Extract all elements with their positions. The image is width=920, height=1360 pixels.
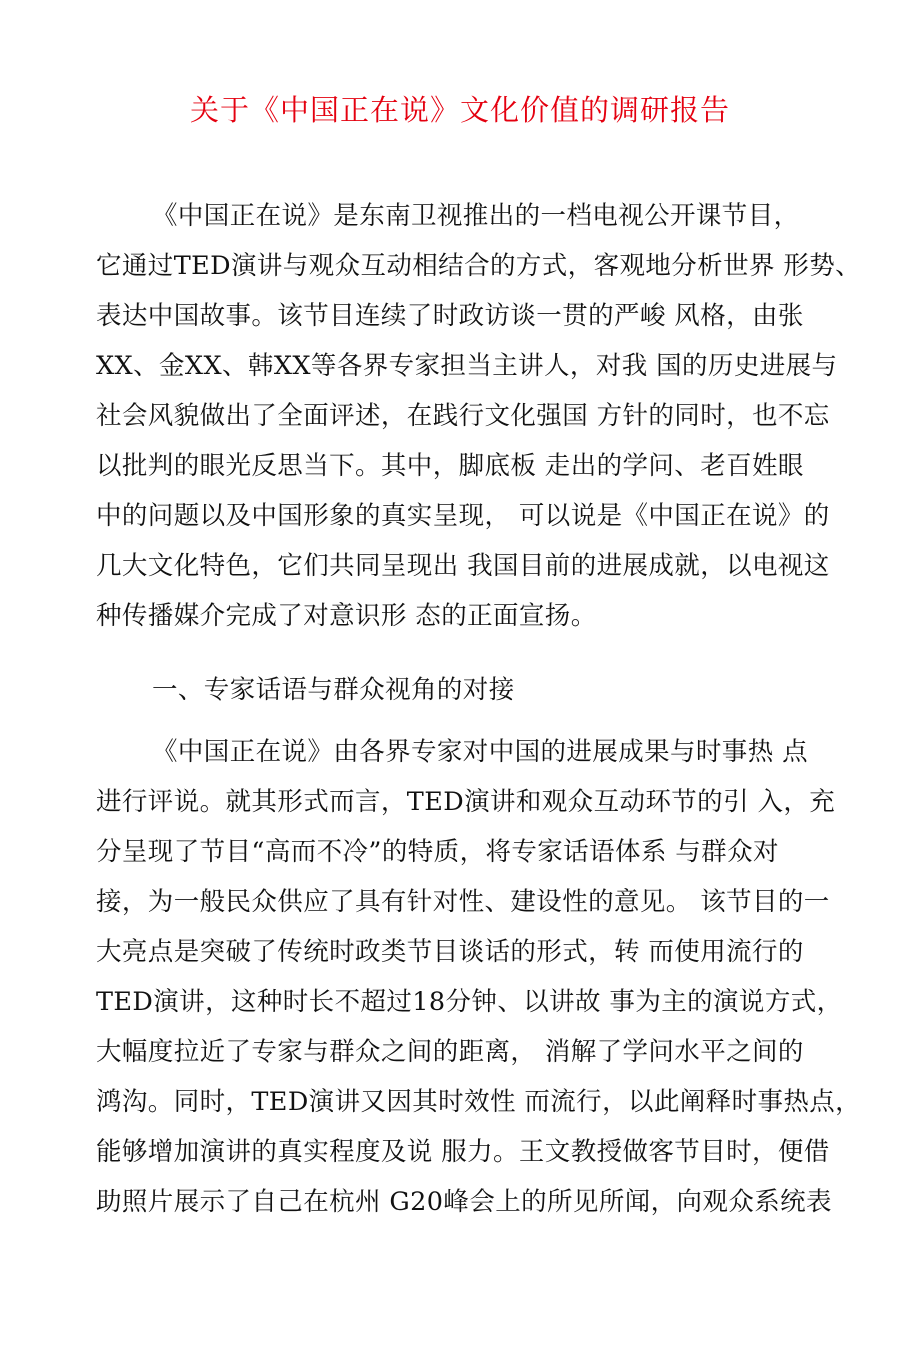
- paragraph-line: 鸿沟。同时，TED演讲又因其时效性 而流行，以此阐释时事热点，: [96, 1087, 862, 1117]
- paragraph-line: 种传播媒介完成了对意识形 态的正面宣扬。: [96, 601, 597, 631]
- paragraph-line: 几大文化特色，它们共同呈现出 我国目前的进展成就，以电视这: [96, 551, 830, 581]
- paragraph-line: 大幅度拉近了专家与群众之间的距离， 消解了学问水平之间的: [96, 1037, 804, 1067]
- paragraph-line: 它通过TED演讲与观众互动相结合的方式，客观地分析世界 形势、: [96, 251, 862, 281]
- paragraph-line: 《中国正在说》由各界专家对中国的进展成果与时事热 点: [152, 737, 809, 767]
- paragraph-line: 分呈现了节目“高而不冷”的特质，将专家话语体系 与群众对: [96, 837, 779, 867]
- paragraph-line: 助照片展示了自己在杭州 G20峰会上的所见所闻，向观众系统表: [96, 1187, 832, 1217]
- paragraph-line: 接，为一般民众供应了具有针对性、建设性的意见。 该节目的一: [96, 887, 830, 917]
- paragraph-line: 大亮点是突破了传统时政类节目谈话的形式，转 而使用流行的: [96, 937, 804, 967]
- paragraph-line: 社会风貌做出了全面评述，在践行文化强国 方针的同时，也不忘: [96, 401, 830, 431]
- paragraph-line: XX、金XX、韩XX等各界专家担当主讲人，对我 国的历史进展与: [96, 351, 838, 381]
- paragraph-line: 以批判的眼光反思当下。其中，脚底板 走出的学问、老百姓眼: [96, 451, 804, 481]
- paragraph-line: 能够增加演讲的真实程度及说 服力。王文教授做客节目时，便借: [96, 1137, 830, 1167]
- section-heading: 一、专家话语与群众视角的对接: [152, 675, 515, 705]
- paragraph-line: 《中国正在说》是东南卫视推出的一档电视公开课节目，: [152, 201, 800, 231]
- paragraph-line: 进行评说。就其形式而言，TED演讲和观众互动环节的引 入，充: [96, 787, 836, 817]
- document-title: 关于《中国正在说》文化价值的调研报告: [189, 93, 730, 127]
- paragraph-line: 表达中国故事。该节目连续了时政访谈一贯的严峻 风格，由张: [96, 301, 804, 331]
- paragraph-line: 中的问题以及中国形象的真实呈现， 可以说是《中国正在说》的: [96, 501, 830, 531]
- paragraph-line: TED演讲，这种时长不超过18分钟、以讲故 事为主的演说方式，: [96, 987, 843, 1017]
